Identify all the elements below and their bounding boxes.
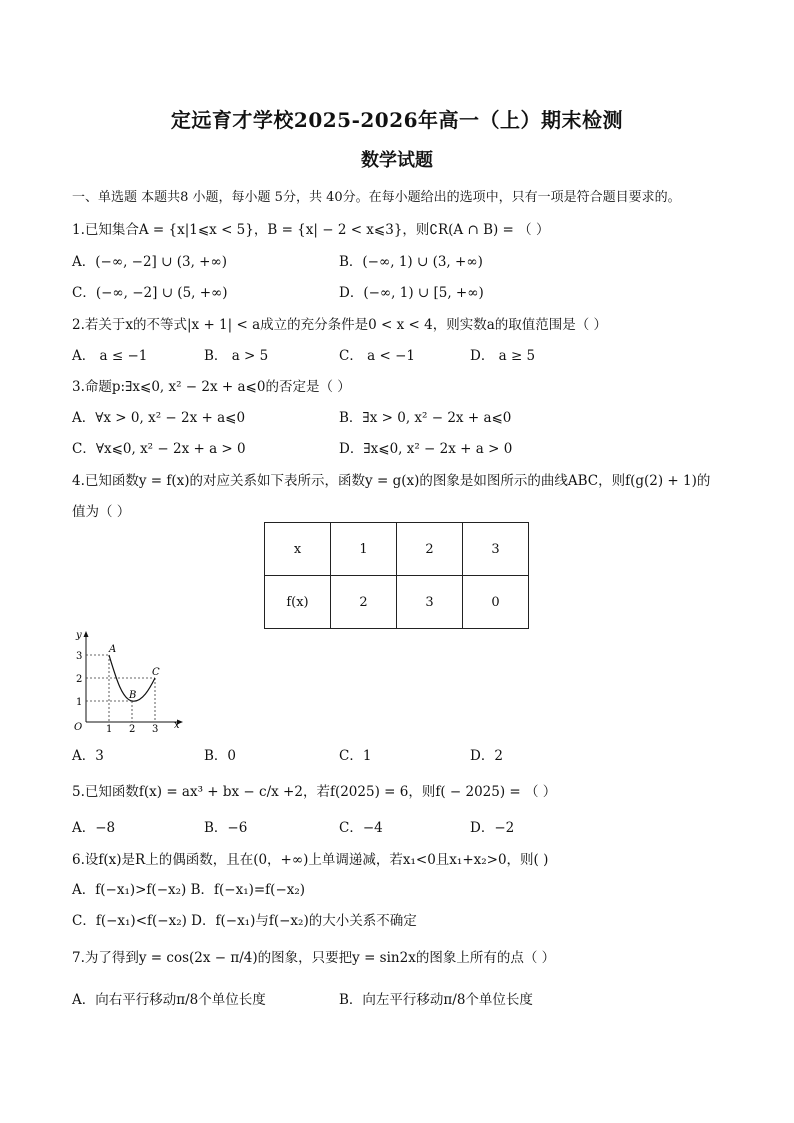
- table-cell: 3: [397, 576, 463, 629]
- y-axis-arrow: [84, 631, 89, 637]
- table-cell: 2: [397, 523, 463, 576]
- q7-stem: 7.为了得到y = cos(2x − π/4)的图象，只要把y = sin2x的图象上所有的点（ ）: [72, 950, 556, 966]
- q1-option-c: C．(−∞, −2] ∪ (5, +∞): [72, 285, 228, 301]
- q4-stem-line2: 值为（ ）: [72, 504, 131, 520]
- q3-stem: 3.命题p:∃x⩽0, x² − 2x + a⩽0的否定是（ ）: [72, 379, 351, 395]
- q1-stem: 1.已知集合A = {x|1⩽x < 5}，B = {x| − 2 < x⩽3}，则∁R(A ∩ B) = （ ）: [72, 222, 550, 238]
- exam-subtitle: 数学试题: [361, 150, 433, 171]
- q4-option-c: C．1: [339, 748, 372, 764]
- point-c-label: C: [152, 667, 160, 678]
- q2-option-c: C． a < −1: [339, 348, 415, 364]
- point-a-label: A: [109, 644, 117, 655]
- origin-label: O: [74, 722, 83, 732]
- q2-stem: 2.若关于x的不等式|x + 1| < a成立的充分条件是0 < x < 4，则实数a的取值范围是（ ）: [72, 317, 608, 333]
- y-tick-label: 1: [76, 697, 83, 708]
- table-row: [265, 523, 529, 576]
- q4-option-a: A．3: [72, 748, 104, 764]
- q2-option-a: A． a ≤ −1: [72, 348, 148, 364]
- q5-option-c: C．−4: [339, 820, 383, 836]
- q1-option-b: B．(−∞, 1) ∪ (3, +∞): [339, 254, 483, 270]
- y-tick-label: 2: [76, 674, 83, 685]
- q6-options-ab: A．f(−x₁)>f(−x₂) B．f(−x₁)=f(−x₂): [72, 882, 306, 898]
- table-cell: 3: [463, 523, 529, 576]
- q5-stem: 5.已知函数f(x) = ax³ + bx − c/x +2，若f(2025) = 6，则f( − 2025) = （ ）: [72, 784, 557, 800]
- table-cell: f(x): [265, 576, 331, 629]
- table-cell: 0: [463, 576, 529, 629]
- point-b-label: B: [129, 690, 137, 701]
- q6-stem: 6.设f(x)是R上的偶函数，且在(0，+∞)上单调递减，若x₁<0且x₁+x₂>0，则( ): [72, 852, 549, 868]
- q6-options-cd: C．f(−x₁)<f(−x₂) D．f(−x₁)与f(−x₂)的大小关系不确定: [72, 913, 417, 929]
- x-axis-label: x: [174, 720, 180, 731]
- q5-option-b: B．−6: [204, 820, 248, 836]
- q4-stem-line1: 4.已知函数y = f(x)的对应关系如下表所示，函数y = g(x)的图象是如图所示的曲线ABC，则f(g(2) + 1)的: [72, 473, 711, 489]
- x-tick-label: 3: [152, 724, 159, 732]
- x-tick-label: 2: [129, 724, 136, 732]
- q1-option-a: A．(−∞, −2] ∪ (3, +∞): [72, 254, 227, 270]
- q7-option-b: B．向左平行移动π/8个单位长度: [339, 992, 533, 1008]
- y-axis-label: y: [76, 630, 82, 641]
- q2-option-d: D． a ≥ 5: [470, 348, 536, 364]
- section-heading: 一、单选题 本题共8 小题，每小题 5分，共 40分。在每小题给出的选项中，只有一项是符合题目要求的。: [72, 190, 681, 205]
- x-tick-label: 1: [106, 724, 113, 732]
- q2-option-b: B． a > 5: [204, 348, 269, 364]
- q3-option-a: A．∀x > 0, x² − 2x + a⩽0: [72, 410, 246, 426]
- curve-abc-graph: [70, 628, 190, 732]
- q5-option-a: A．−8: [72, 820, 116, 836]
- q4-option-d: D．2: [470, 748, 503, 764]
- exam-title: 定远育才学校2025-2026年高一（上）期末检测: [170, 108, 624, 132]
- table-row: [265, 576, 529, 629]
- table-cell: 2: [331, 576, 397, 629]
- table-cell: 1: [331, 523, 397, 576]
- q5-option-d: D．−2: [470, 820, 515, 836]
- function-table: [264, 522, 529, 629]
- q3-option-d: D．∃x⩽0, x² − 2x + a > 0: [339, 441, 513, 457]
- q3-option-b: B．∃x > 0, x² − 2x + a⩽0: [339, 410, 512, 426]
- q3-option-c: C．∀x⩽0, x² − 2x + a > 0: [72, 441, 246, 457]
- y-tick-label: 3: [76, 651, 83, 662]
- q1-option-d: D．(−∞, 1) ∪ [5, +∞): [339, 285, 484, 301]
- q4-option-b: B．0: [204, 748, 237, 764]
- table-cell: x: [265, 523, 331, 576]
- q7-option-a: A．向右平行移动π/8个单位长度: [72, 992, 266, 1008]
